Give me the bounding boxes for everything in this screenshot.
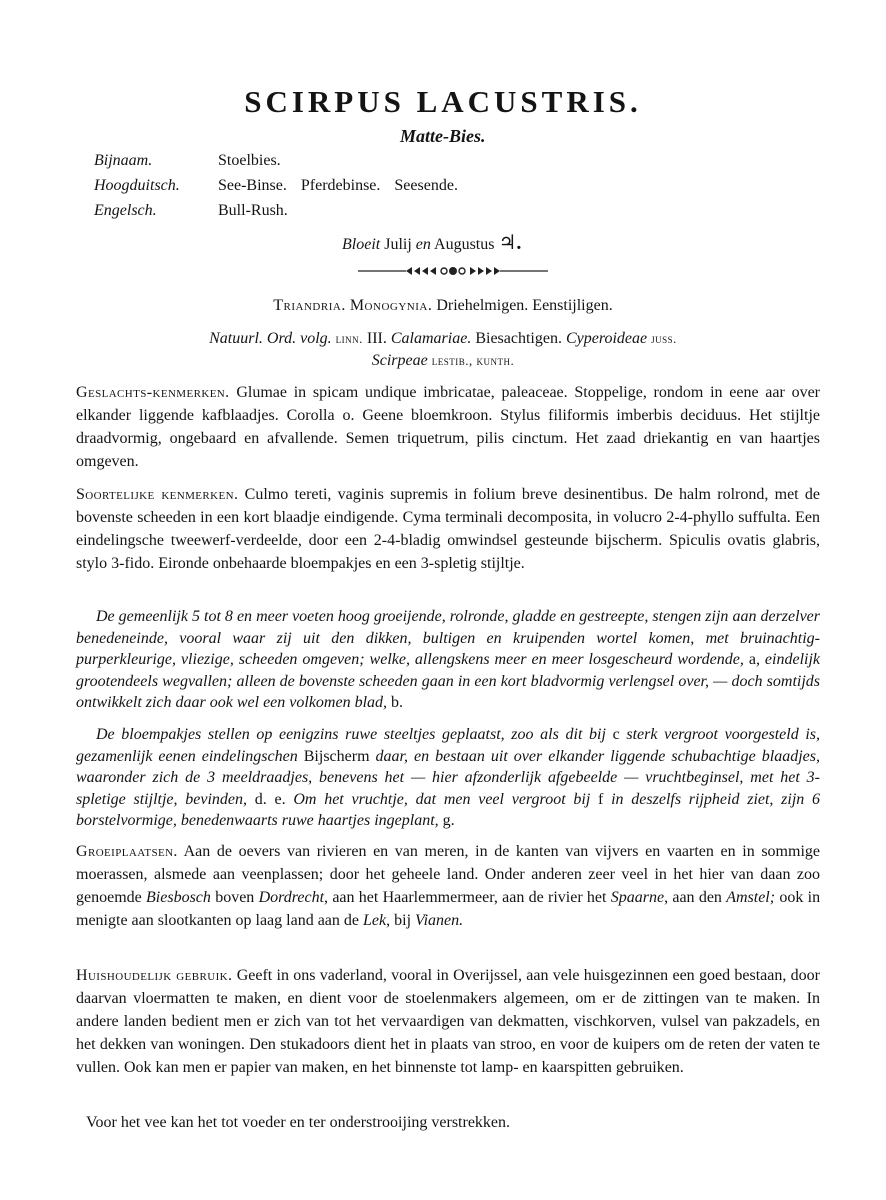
flowering-prefix: Bloeit [342, 236, 381, 253]
section-heading: Huishoudelijk gebruik. [76, 967, 233, 984]
section-text: Voor het vee kan het tot voeder en ter onderstrooijing verstrekken. [86, 1114, 511, 1131]
place-name: Spaarne [610, 889, 665, 906]
place-name: Amstel; [726, 889, 776, 906]
page-title: SCIRPUS LACUSTRIS. [244, 84, 642, 119]
classification-line-1 [0, 297, 886, 315]
author-abbrev: lestib., kunth. [431, 353, 515, 368]
figure-ref: a [748, 651, 756, 669]
section-text: , aan het Haarlemmermeer, aan de rivier het [324, 889, 607, 906]
section-text: , aan den [664, 889, 722, 906]
name-value: Stoelbies. [218, 152, 281, 169]
flowering-month: Julij [384, 236, 412, 253]
name-label: Hoogduitsch. [94, 177, 180, 194]
author-abbrev: juss. [651, 331, 677, 346]
place-name: Vianen. [415, 912, 464, 929]
section-soortelijke-kenmerken [76, 483, 820, 575]
name-row-bijnaam [94, 148, 472, 173]
name-row-engelsch [94, 198, 472, 223]
description-text: De bloempakjes stellen op eenigzins ruwe steeltjes geplaatst, zoo als dit bij [96, 726, 606, 743]
name-value: Bull-Rush. [218, 202, 288, 219]
perennial-symbol: ♃. [498, 232, 522, 254]
name-label: Bijnaam. [94, 152, 153, 169]
class-term: Eenstijligen. [532, 297, 613, 314]
section-text: ook in menigte aan slootkanten op laag land aan de [76, 889, 821, 929]
flowering-month: Augustus [434, 236, 495, 253]
author-abbrev: linn. [335, 331, 363, 346]
description-text: sterk vergroot voorgesteld is, gezamenlijk eenen eindelingschen [76, 726, 821, 765]
section-text: boven [215, 889, 255, 906]
figure-ref: c [612, 726, 620, 743]
figure-ref: d. e. [254, 790, 286, 808]
description-word: Bijscherm [303, 747, 370, 765]
figure-ref: g. [442, 812, 455, 830]
section-groeiplaatsen [76, 840, 820, 932]
name-value: See-Binse. [218, 177, 287, 194]
place-name: Dordrecht [258, 889, 325, 906]
class-term: Scirpeae [371, 352, 428, 369]
description-text: , eindelijk grootendeels wegvallen; alleen de bovenste scheeden gaan in een kort bladvormig verlengsel over, — doch somtijds ontwikkelt zich daar ook wel een volkomen blad, [76, 651, 821, 712]
section-geslachts-kenmerken [76, 381, 820, 473]
name-value: Seesende. [394, 177, 458, 194]
class-term: III. [366, 330, 387, 347]
class-term: Driehelmigen. [436, 297, 529, 314]
classification-line-2 [0, 330, 886, 348]
section-text: Culmo tereti, vaginis supremis in folium breve desinentibus. De halm rolrond, met de bovenste scheeden in een kort blaadje eindigende. Cyma terminali decomposita, in volucro 2-4-phyllo suffulta. Een eindelingsche tweewerf-verdeelde, door een 2-4-bladig omwindsel gesteunde bijscherm. Spiculis ovatis glabris, stylo 3-fido. Eironde onbehaarde bloempakjes en een 3-spletig stijltje. [76, 486, 821, 572]
flowering-line [342, 230, 521, 255]
class-term: Cyperoideae [565, 330, 648, 347]
class-term: Natuurl. Ord. volg. [209, 330, 332, 347]
section-heading: Groeiplaatsen. [76, 843, 178, 860]
classification-line-3 [0, 352, 886, 370]
description-text: in deszelfs rijpheid ziet, zijn 6 borstelvormige, benedenwaarts ruwe haartjes ingeplant, [76, 790, 821, 830]
page-subtitle: Matte-Bies. [400, 126, 486, 146]
section-text: Aan de oevers van rivieren en van meren, in de kanten van vijvers en vaarten en in sommige moerassen, alsmede aan veenplassen; door het geheele land. Onder anderen zeer veel in het hier van daan zoo genoemde [76, 843, 820, 906]
section-text: , bij [386, 912, 412, 929]
section-text: Glumae in spicam undique imbricatae, paleaceae. Stoppelige, rondom in eene aar over elkander liggende kafblaadjes. Corolla o. Geene bloemkroon. Stylus filiformis imberbis deciduus. Het stijltje draadvormig, ongebaard en afvallende. Semen triquetrum, pilis cinctum. Het zaad driekantig en van haartjes omgeven. [76, 384, 821, 470]
description-text: daar, en bestaan uit over elkander liggende schubachtige blaadjes, waaronder zich de 3 meeldraadjes, benevens het — hier afzonderlijk afgebeelde — vruchtbeginsel, met het 3-spletige stijltje, bevinden, [76, 747, 821, 808]
name-label: Engelsch. [94, 202, 157, 219]
description-text: Om het vruchtje, dat men veel vergroot bij [293, 790, 591, 808]
class-term: Triandria. [273, 297, 346, 314]
class-term: Calamariae. [390, 330, 472, 347]
figure-ref: f [598, 790, 604, 808]
name-row-hoogduitsch [94, 173, 472, 198]
vernacular-names [94, 148, 472, 223]
section-text: Geeft in ons vaderland, vooral in Overijssel, aan vele huisgezinnen een goed bestaan, door daarvan vloermatten te maken, en dient voor de stoelenmakers algemeen, om er de zittingen van te maken. In andere landen bedient men er zich van tot het vervaardigen van dekmatten, vischkorven, vulsel van pakzadels, en het dekken van woningen. Den stukadoors dient het in plaats van stroo, en voor de kuipers om de reten der vaten te vullen. Ook kan men er papier van maken, en het binnenste tot lamp- en kaarspitten gebruiken. [76, 967, 821, 1076]
section-huishoudelijk-gebruik [76, 964, 820, 1079]
description-text: De gemeenlijk 5 tot 8 en meer voeten hoog groeijende, rolronde, gladde en gestreepte, stengen zijn aan derzelver benedeneinde, vooral waar zij uit den dikken, bultigen en kruipenden wortel komen, met bruinachtig-purperkleurige, vliezige, scheeden omgeven; welke, allengskens meer en meer losgescheurd wordende, [76, 608, 820, 669]
class-term: Monogynia. [349, 297, 433, 314]
ornament-divider-icon [358, 265, 548, 277]
section-heading: Soortelijke kenmerken. [76, 486, 239, 503]
section-heading: Geslachts-kenmerken. [76, 384, 230, 401]
class-term: Biesachtigen. [475, 330, 562, 347]
name-value: Pferdebinse. [300, 177, 381, 194]
description-stems [76, 606, 820, 714]
section-vee [76, 1111, 820, 1134]
flowering-conj: en [415, 236, 431, 253]
figure-ref: b. [391, 694, 404, 712]
place-name: Lek [363, 912, 387, 929]
description-flowers [76, 724, 820, 832]
place-name: Biesbosch [146, 889, 211, 906]
